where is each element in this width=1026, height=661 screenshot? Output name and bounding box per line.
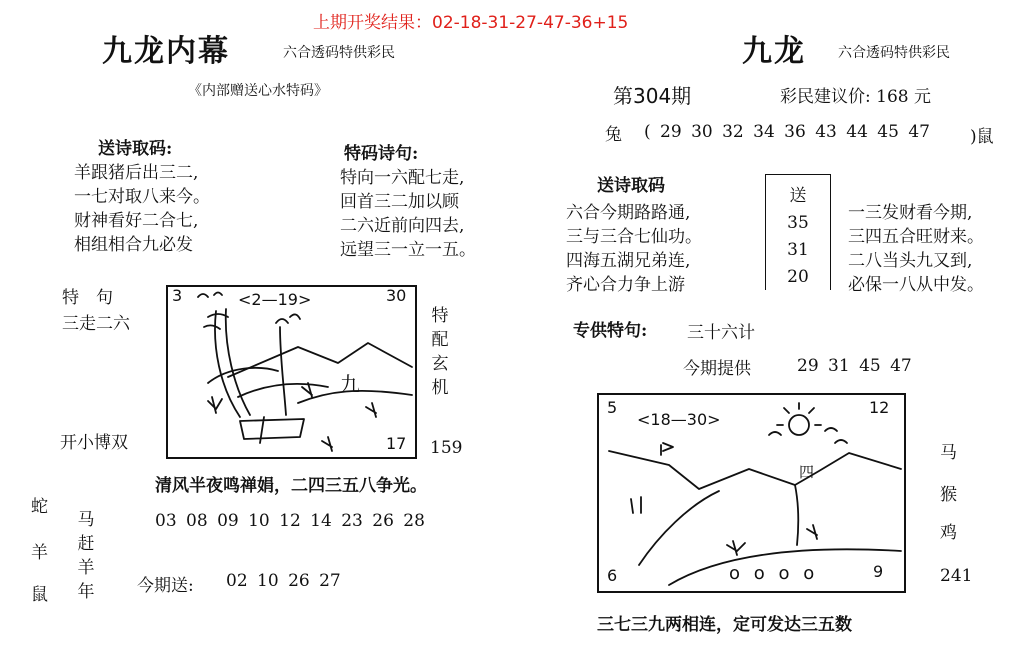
poem1-line: 财神看好二合七, bbox=[74, 211, 199, 231]
sketch-tree-right bbox=[276, 314, 300, 415]
sketch-number-tl: 3 bbox=[172, 287, 183, 305]
right-subtitle: 六合透码特供彩民 bbox=[838, 45, 950, 61]
sketch-number-br: 9 bbox=[873, 562, 884, 581]
kaixiao-text: 开小博双 bbox=[60, 433, 128, 453]
right-poem-line: 二八当头九又到, bbox=[848, 251, 973, 271]
right-poem-left bbox=[566, 201, 702, 297]
right-poem-line: 三四五合旺财来。 bbox=[848, 227, 984, 247]
sketch-plant3 bbox=[366, 403, 376, 417]
animal-item: 猴 bbox=[940, 485, 957, 505]
right-poem-line: 六合今期路路通, bbox=[566, 203, 691, 223]
right-footer: 三七三九两相连，定可发达三五数 bbox=[597, 615, 852, 635]
send-column bbox=[765, 174, 831, 290]
sketch-number-tr: 12 bbox=[869, 398, 890, 417]
sketch-number-br: 17 bbox=[386, 434, 407, 453]
animals-col2: 马赶羊年 bbox=[77, 510, 95, 602]
poem2-line: 二六近前向四去, bbox=[340, 216, 465, 236]
special-label: 专供特句: bbox=[573, 321, 648, 341]
animals-col1 bbox=[31, 492, 51, 605]
poem1-line: 一七对取八来今。 bbox=[74, 187, 210, 207]
right-sketch-box bbox=[597, 393, 906, 593]
provide-label: 今期提供 bbox=[683, 359, 751, 379]
sketch-glyph: 九 bbox=[340, 372, 360, 396]
right-sketch bbox=[599, 395, 904, 591]
poem1-line: 相组相合九必发 bbox=[74, 235, 193, 255]
right-poem-heading: 送诗取码 bbox=[597, 176, 665, 196]
sketch-plant1 bbox=[208, 397, 222, 413]
sketch-mountain bbox=[228, 343, 412, 377]
sketch-marks bbox=[631, 497, 641, 513]
rabbit-label: 兔 bbox=[605, 125, 622, 145]
poem2-line: 远望三一立一五。 bbox=[340, 240, 476, 260]
right-poem-line: 必保一八从中发。 bbox=[848, 275, 984, 295]
sketch-number-tr: 30 bbox=[386, 287, 407, 305]
number-241: 241 bbox=[940, 566, 973, 586]
price-label: 彩民建议价: 168 元 bbox=[780, 87, 931, 107]
animal-item: 蛇 bbox=[31, 497, 48, 517]
sketch-grass2 bbox=[807, 525, 817, 539]
poem1-heading: 送诗取码: bbox=[98, 139, 173, 159]
sketch-number-tl: 5 bbox=[607, 398, 618, 417]
right-poem-line: 四海五湖兄弟连, bbox=[566, 251, 691, 271]
animal-item: 马 bbox=[940, 443, 957, 463]
today-numbers: 02 10 26 27 bbox=[226, 571, 341, 591]
number-159: 159 bbox=[430, 438, 463, 458]
right-title: 九龙 bbox=[742, 34, 806, 69]
animal-item: 羊 bbox=[31, 543, 48, 563]
send-label: 送 bbox=[789, 186, 807, 206]
left-sketch bbox=[168, 287, 415, 457]
send-number: 20 bbox=[787, 267, 809, 287]
poem1-line: 羊跟猪后出三二, bbox=[74, 163, 199, 183]
tejv-value: 三走二六 bbox=[62, 314, 130, 334]
left-title: 九龙内幕 bbox=[102, 34, 230, 69]
sketch-boat bbox=[240, 417, 304, 443]
animal-item: 鼠 bbox=[31, 585, 48, 605]
poem2-line: 回首三二加以顾 bbox=[340, 192, 459, 212]
poem1-lines bbox=[74, 161, 210, 257]
sketch-range: <18—30> bbox=[637, 410, 721, 429]
sketch-glyph: 四 bbox=[799, 463, 815, 481]
left-note: 《内部赠送心水特码》 bbox=[188, 83, 328, 99]
sketch-flag bbox=[661, 443, 673, 455]
sketch-zeros: o o o o bbox=[729, 563, 819, 584]
qingfeng-line: 清风半夜鸣禅娟，二四三五八争光。 bbox=[155, 476, 427, 496]
sketch-grass bbox=[322, 437, 332, 451]
rat-label: )鼠 bbox=[970, 127, 994, 147]
tejv-label: 特 句 bbox=[62, 288, 113, 308]
sketch-number-bl: 6 bbox=[607, 566, 618, 585]
sketch-grass1 bbox=[727, 541, 745, 555]
sketch-birds bbox=[198, 293, 222, 298]
numbers-line: 03 08 09 10 12 14 23 26 28 bbox=[155, 511, 425, 531]
sketch-tree-left bbox=[204, 309, 250, 417]
send-number: 35 bbox=[787, 213, 809, 233]
left-sketch-box bbox=[166, 285, 417, 459]
rabbit-numbers: ( 29 30 32 34 36 43 44 45 47 bbox=[644, 122, 930, 142]
poem2-lines bbox=[340, 166, 476, 262]
right-poem-line: 齐心合力争上游 bbox=[566, 275, 685, 295]
right-poem-line: 一三发财看今期, bbox=[848, 203, 973, 223]
special-value: 三十六计 bbox=[687, 323, 755, 343]
animal-item: 鸡 bbox=[940, 523, 957, 543]
provide-numbers: 29 31 45 47 bbox=[797, 356, 912, 376]
left-subtitle: 六合透码特供彩民 bbox=[283, 45, 395, 61]
send-number: 31 bbox=[787, 240, 809, 260]
right-poem-line: 三与三合七仙功。 bbox=[566, 227, 702, 247]
sketch-sun bbox=[777, 403, 821, 435]
sketch-range: <2—19> bbox=[238, 290, 312, 309]
poem2-heading: 特码诗句: bbox=[344, 144, 419, 164]
last-result-banner: 上期开奖结果：02-18-31-27-47-36+15 bbox=[313, 13, 629, 33]
right-poem-right bbox=[848, 201, 984, 297]
side-vertical-text: 特配玄机 bbox=[431, 306, 449, 398]
poem2-line: 特向一六配七走, bbox=[340, 168, 465, 188]
sketch-mountain bbox=[609, 451, 901, 489]
right-animals bbox=[940, 438, 964, 543]
period-label: 第304期 bbox=[613, 84, 692, 108]
today-label: 今期送: bbox=[137, 576, 194, 596]
